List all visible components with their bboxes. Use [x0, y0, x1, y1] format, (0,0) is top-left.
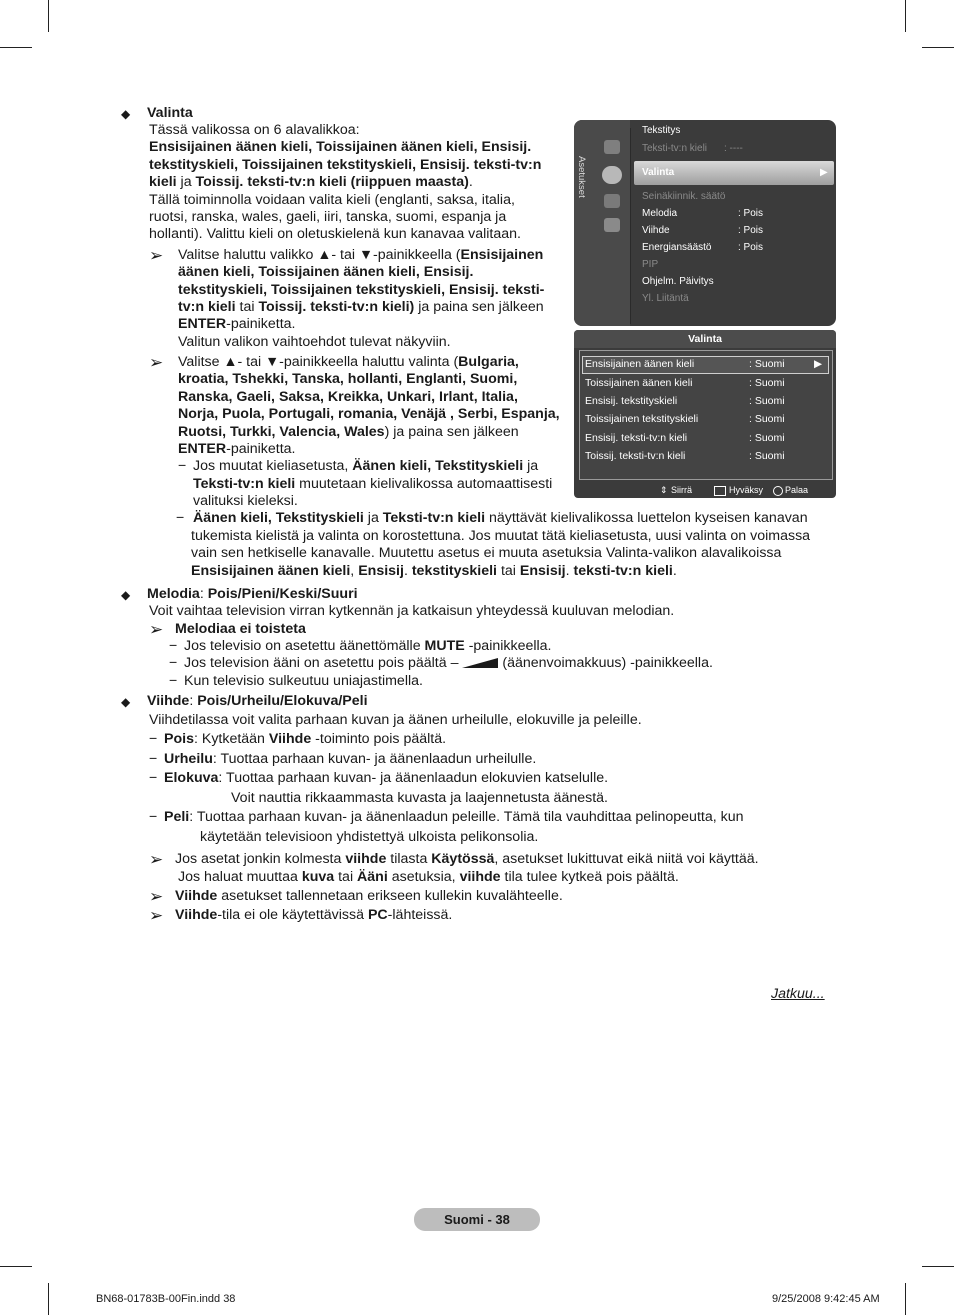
- menu-item-valinta[interactable]: Valinta: [642, 167, 675, 178]
- note-arrow-icon: ➢: [149, 850, 164, 869]
- dash-bullet: −: [176, 510, 185, 526]
- sub-note-text: Äänen kieli, Tekstityskieli ja Teksti-tv:n kieli näyttävät kielivalikossa luettelon kyseisen kanavan: [193, 510, 808, 526]
- menu-item-energiansaasto[interactable]: Energiansäästö: [642, 242, 712, 253]
- sub-note-text: Urheilu: Tuottaa parhaan kuvan- ja äänenlaadun urheilulle.: [164, 751, 537, 767]
- diamond-bullet-icon: ◆: [121, 695, 131, 709]
- body-text: kieli ja Toissij. teksti-tv:n kieli (riippuen maasta).: [149, 174, 473, 190]
- crop-mark: [0, 1266, 32, 1267]
- menu-item-tekstitys[interactable]: Tekstitys: [642, 125, 681, 136]
- menu-item-ensisij-teksti-tv-kieli[interactable]: Ensisij. teksti-tv:n kieli: [585, 432, 688, 444]
- menu-item-ensisij-tekstityskieli[interactable]: Ensisij. tekstityskieli: [585, 395, 678, 407]
- page-number-badge: Suomi - 38: [414, 1208, 540, 1231]
- crop-mark: [905, 0, 906, 32]
- sub-note-text: Jos television ääni on asetettu pois päältä – (äänenvoimakkuus) -painikkeella.: [184, 655, 713, 671]
- menu-item-toissij-teksti-tv-kieli[interactable]: Toissij. teksti-tv:n kieli: [585, 450, 686, 462]
- menu-divider: [630, 128, 631, 324]
- body-text: Voit vaihtaa television virran kytkennän ja katkaisun yhteydessä kuuluvan melodian.: [149, 603, 675, 619]
- crop-mark: [0, 47, 32, 48]
- menu-item-arrow-icon: ▶: [814, 358, 823, 370]
- note-arrow-icon: ➢: [149, 887, 164, 906]
- note-text: Norja, Puola, Portugali, romania, Venäjä , Serbi, Espanja,: [178, 406, 560, 422]
- note-text: Viihde asetukset tallennetaan erikseen kullekin kuvalähteelle.: [175, 888, 563, 904]
- note-text: äänen kieli, Toissijainen äänen kieli, Ensisij.: [178, 264, 474, 280]
- menu-item-teksti-tv-kieli: Teksti-tv:n kieli: [642, 143, 708, 154]
- enter-icon: [714, 486, 726, 496]
- footer-back-label: Palaa: [785, 485, 809, 495]
- sub-note-text: tukemista kielistä ja valinta on korostettuna. Jos muutat tätä kieliasetusta, uusi valinta on voimassa: [191, 528, 811, 544]
- note-text: Valitun valikon vaihtoehdot tulevat näkyviin.: [178, 334, 451, 350]
- crop-mark: [922, 1266, 954, 1267]
- return-icon: [773, 486, 783, 496]
- menu-item-value: : ----: [724, 143, 743, 154]
- sub-note-text: valituksi kieleksi.: [193, 493, 298, 509]
- dash-bullet: −: [169, 638, 178, 654]
- input-icon: [604, 218, 620, 232]
- sub-note-text: Voit nauttia rikkaammasta kuvasta ja laajennetusta äänestä.: [231, 790, 608, 806]
- continued-label: Jatkuu...: [771, 986, 825, 1002]
- dash-bullet: −: [169, 655, 178, 671]
- section-title-valinta: Valinta: [147, 105, 193, 121]
- body-text: hollanti). Valittu kieli on oletuskielenä kun kanavaa valitaan.: [149, 226, 521, 242]
- sub-note-text: Pois: Kytketään Viihde -toiminto pois päältä.: [164, 731, 447, 747]
- body-text: Ensisijainen äänen kieli, Toissijainen äänen kieli, Ensisij.: [149, 139, 532, 155]
- note-text: Ranska, Gaeli, Saksa, Kreikka, Unkari, Irlant, Italia,: [178, 389, 518, 405]
- crop-mark: [905, 1283, 906, 1315]
- menu-item-value: : Pois: [738, 242, 764, 253]
- tv-settings-menu: [574, 120, 836, 326]
- menu-item-value: : Suomi: [749, 432, 785, 444]
- note-text: ENTER-painiketta.: [178, 316, 296, 332]
- section-title-melodia: Melodia: Pois/Pieni/Keski/Suuri: [147, 586, 358, 602]
- sub-note-text: Teksti-tv:n kieli muutetaan kielivalikossa automaattisesti: [193, 476, 553, 492]
- volume-wedge-icon: [462, 658, 498, 668]
- menu-item-toissijainen-tekstityskieli[interactable]: Toissijainen tekstityskieli: [585, 413, 699, 425]
- sub-note-text: Jos televisio on asetettu äänettömälle MUTE -painikkeella.: [184, 638, 552, 654]
- note-text: Jos haluat muuttaa kuva tai Ääni asetuksia, viihde tila tulee kytkeä pois päältä.: [178, 869, 679, 885]
- sub-note-text: Jos muutat kieliasetusta, Äänen kieli, Tekstityskieli ja: [193, 458, 539, 474]
- sub-note-text: Elokuva: Tuottaa parhaan kuvan- ja äänenlaadun elokuvien katselulle.: [164, 770, 609, 786]
- menu-item-value: : Suomi: [749, 395, 785, 407]
- note-text: Valitse haluttu valikko ▲- tai ▼-painikkeella (Ensisijainen: [178, 247, 544, 263]
- note-text: ENTER-painiketta.: [178, 441, 296, 457]
- menu-icon-column: [574, 120, 630, 326]
- dash-bullet: −: [149, 731, 158, 747]
- note-text: Valitse ▲- tai ▼-painikkeella haluttu valinta (Bulgaria,: [178, 354, 519, 370]
- sub-note-text: Ensisijainen äänen kieli, Ensisij. tekstityskieli tai Ensisij. teksti-tv:n kieli.: [191, 563, 677, 579]
- note-text: Jos asetat jonkin kolmesta viihde tilasta Käytössä, asetukset lukittuvat eikä niitä voi käyttää.: [175, 851, 759, 867]
- menu-item-viihde[interactable]: Viihde: [642, 225, 670, 236]
- updown-arrows-icon: ⇕: [660, 485, 668, 495]
- menu-item-value: : Pois: [738, 208, 764, 219]
- dash-bullet: −: [169, 673, 178, 689]
- gear-icon: [602, 166, 622, 184]
- sub-note-text: käytetään televisioon yhdistettyä ulkoista pelikonsolia.: [200, 829, 539, 845]
- footer-file-name: BN68-01783B-00Fin.indd 38: [96, 1293, 236, 1305]
- menu-item-ohjelm-paivitys[interactable]: Ohjelm. Päivitys: [642, 276, 714, 287]
- crop-mark: [48, 0, 49, 32]
- menu-item-arrow-icon: ▶: [820, 167, 828, 178]
- menu-side-label: Asetukset: [576, 156, 587, 198]
- note-arrow-icon: ➢: [149, 353, 164, 372]
- note-text: Ruotsi, Turkki, Valencia, Wales) ja paina sen jälkeen: [178, 424, 519, 440]
- dash-bullet: −: [149, 809, 158, 825]
- note-text: Viihde-tila ei ole käytettävissä PC-lähteissä.: [175, 907, 453, 923]
- footer-move-label: Siirrä: [671, 485, 693, 495]
- section-title-viihde: Viihde: Pois/Urheilu/Elokuva/Peli: [147, 693, 368, 709]
- body-text: tekstityskieli, Toissijainen tekstityskieli, Ensisij. teksti-tv:n: [149, 157, 542, 173]
- picture-icon: [604, 140, 620, 154]
- dash-bullet: −: [178, 458, 187, 474]
- note-text: tekstityskieli, Toissijainen tekstityskieli, Ensisij. teksti-: [178, 282, 545, 298]
- dash-bullet: −: [149, 770, 158, 786]
- crop-mark: [922, 47, 954, 48]
- note-arrow-icon: ➢: [149, 620, 164, 639]
- diamond-bullet-icon: ◆: [121, 588, 131, 602]
- crop-mark: [48, 1283, 49, 1315]
- menu-item-yl-liitanta: Yl. Liitäntä: [642, 293, 689, 304]
- body-text: Viihdetilassa voit valita parhaan kuvan ja äänen urheilulle, elokuville ja peleille.: [149, 712, 642, 728]
- diamond-bullet-icon: ◆: [121, 107, 131, 121]
- sub-note-text: vain sen hetkiselle kanavalle. Muutettu asetus ei muuta asetuksia Valinta-valikon alavalikoissa: [191, 545, 782, 561]
- note-arrow-icon: ➢: [149, 906, 164, 925]
- note-arrow-icon: ➢: [149, 246, 164, 265]
- menu-item-value: : Suomi: [749, 450, 785, 462]
- menu-item-ensisijainen-aanen-kieli[interactable]: Ensisijainen äänen kieli: [585, 358, 695, 370]
- note-text: tv:n kieli tai Toissij. teksti-tv:n kieli) ja paina sen jälkeen: [178, 299, 544, 315]
- menu-item-pip: PIP: [642, 259, 659, 270]
- channel-icon: [604, 194, 620, 208]
- note-text: Melodiaa ei toisteta: [175, 621, 306, 637]
- menu-item-toissijainen-aanen-kieli[interactable]: Toissijainen äänen kieli: [585, 377, 693, 389]
- menu-item-value: : Suomi: [749, 358, 785, 370]
- menu-item-melodia[interactable]: Melodia: [642, 208, 678, 219]
- note-text: kroatia, Tshekki, Tanska, hollanti, Englanti, Suomi,: [178, 371, 518, 387]
- footer-ok-label: Hyväksy: [729, 485, 764, 495]
- menu-title: Valinta: [574, 330, 836, 348]
- tv-valinta-menu: [574, 330, 836, 498]
- body-text: Tällä toiminnolla voidaan valita kieli (englanti, saksa, italia,: [149, 192, 515, 208]
- sub-note-text: Kun televisio sulkeutuu uniajastimella.: [184, 673, 423, 689]
- menu-item-value: : Suomi: [749, 413, 785, 425]
- dash-bullet: −: [149, 751, 158, 767]
- body-text: Tässä valikossa on 6 alavalikkoa:: [149, 122, 360, 138]
- menu-item-seinakiinnik: Seinäkiinnik. säätö: [642, 191, 726, 202]
- footer-timestamp: 9/25/2008 9:42:45 AM: [772, 1293, 880, 1305]
- menu-item-value: : Suomi: [749, 377, 785, 389]
- menu-item-value: : Pois: [738, 225, 764, 236]
- body-text: ruotsi, ranska, wales, gaeli, iiri, tanska, suomi, espanja ja: [149, 209, 507, 225]
- sub-note-text: Peli: Tuottaa parhaan kuvan- ja äänenlaadun peleille. Tämä tila vauhdittaa pelinopeutta, kun: [164, 809, 744, 825]
